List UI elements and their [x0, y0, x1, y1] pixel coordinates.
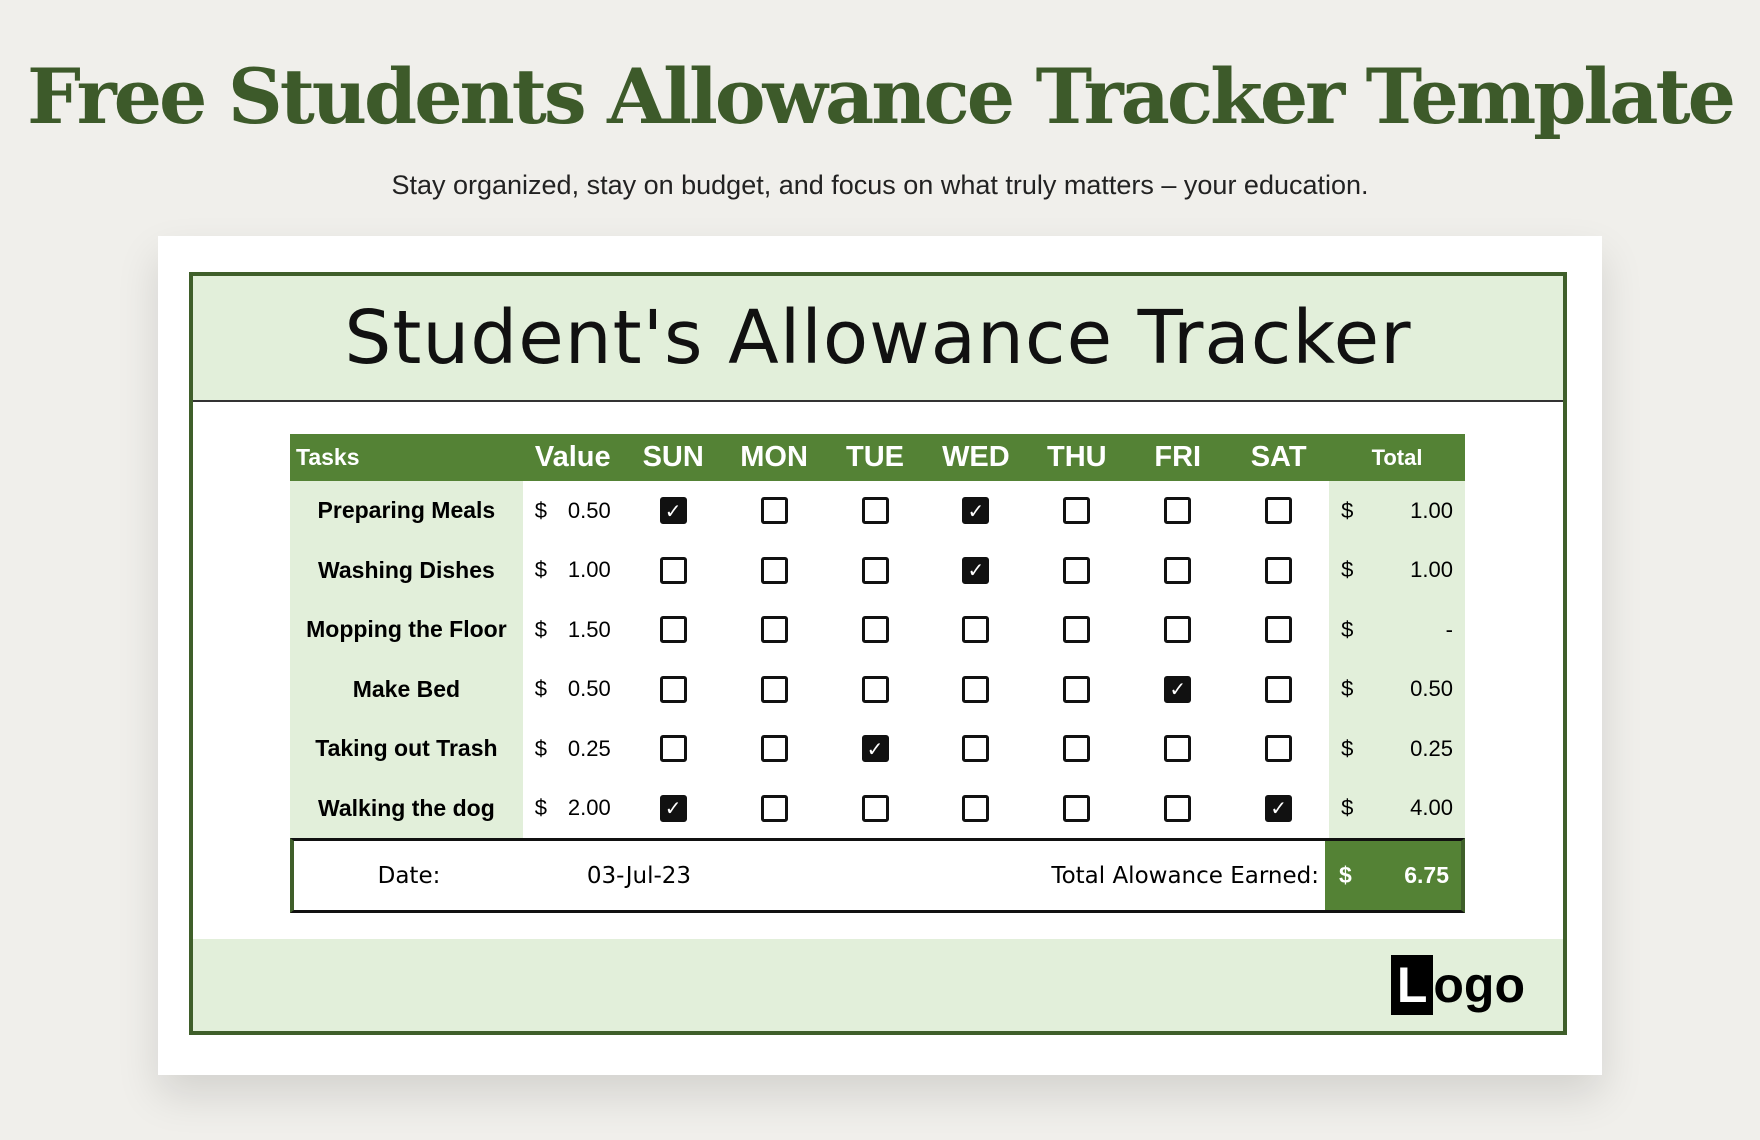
unchecked-checkbox[interactable] [1265, 616, 1292, 643]
total-earned-value [1325, 841, 1461, 910]
total-amount: 0.25 [1410, 735, 1453, 761]
currency-sign: $ [1341, 735, 1354, 761]
sheet-footer-band [193, 939, 1563, 1031]
day-cell-sat [1228, 497, 1329, 524]
page-title: Free Students Allowance Tracker Template [26, 52, 1733, 141]
day-cell-tue [825, 616, 926, 643]
task-name: Walking the dog [290, 779, 523, 839]
unchecked-checkbox[interactable] [1063, 676, 1090, 703]
total-currency: $ [1339, 862, 1352, 888]
currency-sign: $ [534, 735, 548, 761]
day-cell-thu [1026, 735, 1127, 762]
day-cell-sun [623, 557, 724, 584]
logo [1391, 955, 1525, 1015]
unchecked-checkbox[interactable] [862, 676, 889, 703]
day-cell-wed [925, 795, 1026, 822]
checked-checkbox[interactable]: ✓ [1164, 676, 1191, 703]
day-cell-sat [1228, 735, 1329, 762]
unchecked-checkbox[interactable] [761, 795, 788, 822]
unchecked-checkbox[interactable] [1164, 735, 1191, 762]
task-total [1329, 600, 1465, 660]
day-cell-mon [724, 497, 825, 524]
task-value [523, 498, 623, 524]
table-row [290, 541, 1465, 601]
task-name: Preparing Meals [290, 481, 523, 541]
table-row [290, 660, 1465, 720]
checked-checkbox[interactable]: ✓ [962, 557, 989, 584]
header-sat: SAT [1250, 441, 1307, 473]
table-row [290, 719, 1465, 779]
value-amount: 1.50 [567, 616, 611, 642]
day-cell-fri [1127, 735, 1228, 762]
day-cell-sun [623, 676, 724, 703]
unchecked-checkbox[interactable] [1164, 557, 1191, 584]
day-cell-mon [724, 616, 825, 643]
total-earned-label: Total Alowance Earned: [1051, 862, 1319, 889]
day-cell-mon [724, 795, 825, 822]
template-preview-card [158, 236, 1602, 1075]
checked-checkbox[interactable]: ✓ [862, 735, 889, 762]
value-amount: 2.00 [567, 795, 611, 821]
day-cell-sat [1228, 676, 1329, 703]
currency-sign: $ [1341, 616, 1354, 642]
unchecked-checkbox[interactable] [660, 616, 687, 643]
day-cell-mon [724, 557, 825, 584]
header-tue: TUE [846, 441, 904, 473]
day-cell-sun [623, 497, 724, 524]
unchecked-checkbox[interactable] [660, 735, 687, 762]
currency-sign: $ [534, 795, 548, 821]
task-value [523, 736, 623, 762]
task-name: Mopping the Floor [290, 600, 523, 660]
day-cell-sun [623, 616, 724, 643]
task-value [523, 795, 623, 821]
day-cell-sat [1228, 557, 1329, 584]
unchecked-checkbox[interactable] [1265, 676, 1292, 703]
sheet-header-band [193, 276, 1563, 402]
header-total: Total [1371, 444, 1423, 470]
unchecked-checkbox[interactable] [761, 616, 788, 643]
task-total [1329, 719, 1465, 779]
unchecked-checkbox[interactable] [1265, 557, 1292, 584]
unchecked-checkbox[interactable] [862, 616, 889, 643]
unchecked-checkbox[interactable] [660, 676, 687, 703]
task-value [523, 557, 623, 583]
unchecked-checkbox[interactable] [761, 497, 788, 524]
date-label: Date: [377, 862, 441, 889]
table-row [290, 600, 1465, 660]
unchecked-checkbox[interactable] [761, 557, 788, 584]
unchecked-checkbox[interactable] [1265, 497, 1292, 524]
day-cell-sat [1228, 795, 1329, 822]
unchecked-checkbox[interactable] [660, 557, 687, 584]
unchecked-checkbox[interactable] [1063, 497, 1090, 524]
table-row [290, 779, 1465, 839]
currency-sign: $ [534, 676, 548, 702]
table-row [290, 481, 1465, 541]
day-cell-thu [1026, 676, 1127, 703]
day-cell-tue [825, 676, 926, 703]
currency-sign: $ [534, 557, 548, 583]
page-subtitle: Stay organized, stay on budget, and focus on what truly matters – your education. [391, 170, 1369, 200]
currency-sign: $ [534, 616, 548, 642]
day-cell-tue [825, 497, 926, 524]
task-name: Taking out Trash [290, 719, 523, 779]
day-cell-wed [925, 497, 1026, 524]
unchecked-checkbox[interactable] [1063, 795, 1090, 822]
currency-sign: $ [534, 497, 548, 523]
unchecked-checkbox[interactable] [1063, 735, 1090, 762]
task-total [1329, 779, 1465, 839]
task-value [523, 617, 623, 643]
unchecked-checkbox[interactable] [862, 795, 889, 822]
header-value: Value [534, 441, 611, 473]
allowance-table [290, 434, 1465, 913]
table-body [290, 481, 1465, 838]
task-total [1329, 660, 1465, 720]
day-cell-thu [1026, 795, 1127, 822]
value-amount: 0.25 [567, 735, 611, 761]
unchecked-checkbox[interactable] [1265, 735, 1292, 762]
header-mon: MON [740, 441, 808, 473]
summary-row [290, 838, 1465, 913]
day-cell-tue [825, 735, 926, 762]
checked-checkbox[interactable]: ✓ [660, 795, 687, 822]
total-amount: 0.50 [1410, 676, 1453, 702]
currency-sign: $ [1341, 795, 1354, 821]
day-cell-fri [1127, 795, 1228, 822]
value-amount: 1.00 [567, 557, 611, 583]
checked-checkbox[interactable]: ✓ [660, 497, 687, 524]
unchecked-checkbox[interactable] [1164, 795, 1191, 822]
task-name: Washing Dishes [290, 541, 523, 601]
unchecked-checkbox[interactable] [1063, 616, 1090, 643]
unchecked-checkbox[interactable] [962, 795, 989, 822]
unchecked-checkbox[interactable] [862, 557, 889, 584]
day-cell-sun [623, 735, 724, 762]
value-amount: 0.50 [567, 676, 611, 702]
day-cell-thu [1026, 557, 1127, 584]
day-cell-tue [825, 795, 926, 822]
unchecked-checkbox[interactable] [761, 676, 788, 703]
day-cell-wed [925, 735, 1026, 762]
task-total [1329, 481, 1465, 541]
table-header-row [290, 434, 1465, 481]
unchecked-checkbox[interactable] [962, 616, 989, 643]
day-cell-fri [1127, 676, 1228, 703]
task-total [1329, 541, 1465, 601]
logo-text: ogo [1433, 957, 1525, 1013]
day-cell-wed [925, 557, 1026, 584]
unchecked-checkbox[interactable] [1164, 616, 1191, 643]
unchecked-checkbox[interactable] [962, 676, 989, 703]
day-cell-mon [724, 735, 825, 762]
task-value [523, 676, 623, 702]
day-cell-wed [925, 676, 1026, 703]
date-value[interactable]: 03-Jul-23 [586, 862, 692, 889]
total-amount: 1.00 [1410, 557, 1453, 583]
total-amount: 1.00 [1410, 497, 1453, 523]
day-cell-mon [724, 676, 825, 703]
day-cell-fri [1127, 616, 1228, 643]
day-cell-tue [825, 557, 926, 584]
tracker-sheet [189, 272, 1567, 1035]
checked-checkbox[interactable]: ✓ [962, 497, 989, 524]
total-amount: 4.00 [1410, 795, 1453, 821]
header-sun: SUN [642, 441, 704, 473]
currency-sign: $ [1341, 676, 1354, 702]
header-fri: FRI [1154, 441, 1202, 473]
day-cell-wed [925, 616, 1026, 643]
header-tasks: Tasks [296, 444, 360, 470]
logo-initial: L [1391, 955, 1434, 1015]
unchecked-checkbox[interactable] [1063, 557, 1090, 584]
day-cell-sat [1228, 616, 1329, 643]
checked-checkbox[interactable]: ✓ [1265, 795, 1292, 822]
total-amount: 6.75 [1404, 862, 1449, 888]
day-cell-fri [1127, 557, 1228, 584]
currency-sign: $ [1341, 557, 1354, 583]
unchecked-checkbox[interactable] [761, 735, 788, 762]
unchecked-checkbox[interactable] [862, 497, 889, 524]
task-name: Make Bed [290, 660, 523, 720]
header-thu: THU [1047, 441, 1107, 473]
value-amount: 0.50 [567, 497, 611, 523]
total-amount: - [1445, 616, 1453, 642]
day-cell-thu [1026, 616, 1127, 643]
unchecked-checkbox[interactable] [1164, 497, 1191, 524]
currency-sign: $ [1341, 497, 1354, 523]
day-cell-sun [623, 795, 724, 822]
day-cell-fri [1127, 497, 1228, 524]
sheet-title: Student's Allowance Tracker [344, 295, 1412, 381]
unchecked-checkbox[interactable] [962, 735, 989, 762]
day-cell-thu [1026, 497, 1127, 524]
header-wed: WED [942, 441, 1010, 473]
